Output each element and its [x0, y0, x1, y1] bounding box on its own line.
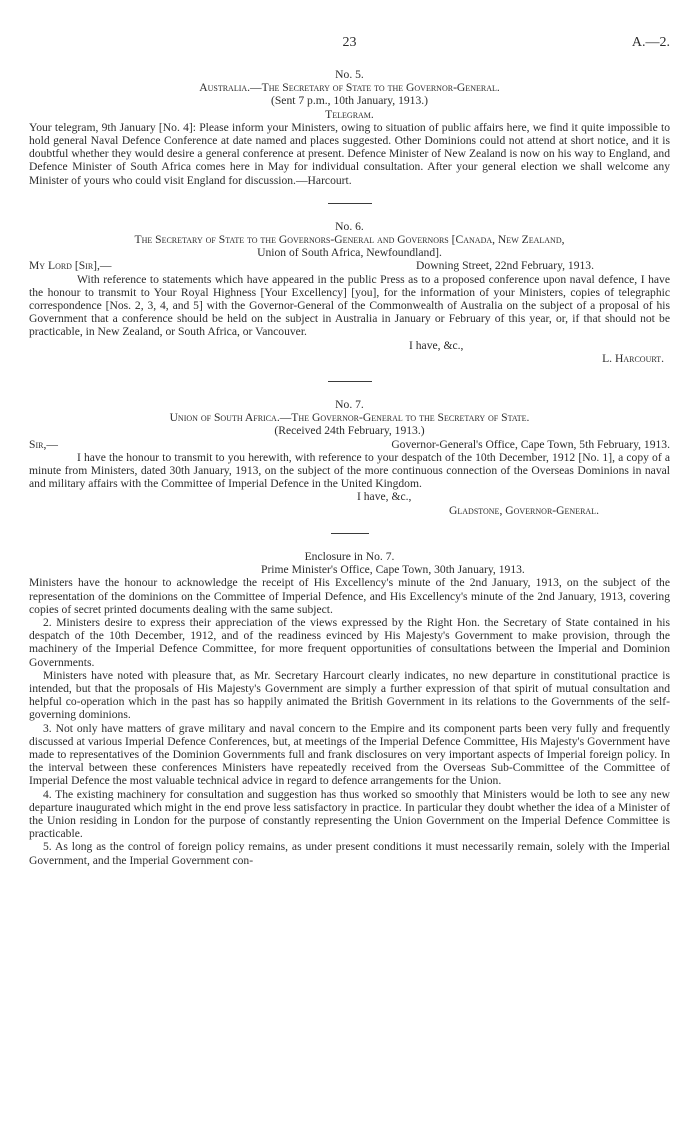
- enclosure-paragraph-4: 3. Not only have matters of grave military and naval concern to the Empire and its component parts been very fully and frequently discussed at various Imperial Defence Conferences, but, at meetings of the Imperial Defence Committee, His Majesty's Government have made to representatives of the Dominion Governments full and frank disclosures on very important aspects of Imperial foreign policy. In the interval between these conferences Ministers have repeatedly received from the Overseas Sub-Committee of the Committee of Imperial Defence the most valuable technical advice in regard to defence arrangements for the Union.: [29, 721, 670, 788]
- doc7-salutation-row: [29, 438, 670, 451]
- separator: [331, 533, 369, 534]
- enclosure-paragraph-1: Ministers have the honour to acknowledge the receipt of His Excellency's minute of the 2nd January, 1913, on the subject of the representation of the dominions on the Committee of Imperial Defence, and His Excellency's minute of the 2nd January, 1913, covering copies of secret printed documents dealing with the same subject.: [29, 576, 670, 616]
- doc7-closing: I have, &c.,: [357, 490, 412, 504]
- enclosure-paragraph-3: Ministers have noted with pleasure that, as Mr. Secretary Harcourt clearly indicates, no new departure in constitutional practice is intended, but that the proposals of His Majesty's Government are simply a further expression of that spirit of mutual consultation and helpful co-operation which in the past has so happily animated the British Government in its relations to the Governments of the self-governing dominions.: [29, 668, 670, 722]
- doc5-type: Telegram.: [325, 107, 374, 121]
- doc6-closing: I have, &c.,: [409, 338, 464, 352]
- doc6-salutation: My Lord [Sir],—: [29, 259, 112, 273]
- doc6-signature: L. Harcourt.: [602, 351, 664, 365]
- doc5-sent: (Sent 7 p.m., 10th January, 1913.): [270, 94, 429, 108]
- page-number: 23: [342, 35, 357, 50]
- doc6-salutation-row: [29, 259, 670, 272]
- doc6-body: With reference to statements which have appeared in the public Press as to a proposed conference upon naval defence, I have the honour to transmit to Your Royal Highness [Your Excellency] [you], for the information of your Ministers, copies of telegraphic correspondence [Nos. 2, 3, 4, and 5] with the Governor-General of the Commonwealth of Australia on the subject of a proposal of his Government that a conference should be held on the subject in Australia in January or February of this year, or, if that should not be practicable, in New Zealand, or South Africa, or Vancouver.: [29, 272, 670, 339]
- doc7-body: I have the honour to transmit to you herewith, with reference to your despatch of the 10th December, 1912 [No. 1], a copy of a minute from Ministers, dated 30th January, 1913, on the subject of the more continuous connection of the Overseas Dominions in naval and military affairs with the Committee of Imperial Defence in the United Kingdom.: [29, 450, 670, 491]
- series-label: A.—2.: [631, 35, 670, 50]
- page-header: [29, 36, 670, 56]
- enclosure-paragraph-6: 5. As long as the control of foreign policy remains, as under present conditions it must necessarily remain, solely with the Imperial Government, and the Imperial Government con-: [29, 840, 670, 867]
- doc6-number: No. 6.: [335, 219, 364, 233]
- doc5-title: Australia.—The Secretary of State to the Governor-General.: [199, 81, 500, 95]
- doc7-number: No. 7.: [335, 398, 364, 412]
- doc7-salutation: Sir,—: [29, 437, 58, 451]
- enclosure-place-date: Prime Minister's Office, Cape Town, 30th January, 1913.: [261, 563, 525, 577]
- enclosure-paragraph-5: 4. The existing machinery for consultation and suggestion has thus worked so smoothly that Ministers would be loth to see any new departure inaugurated which might in the end prove less satisfactory in practice. In particular they doubt whether the idea of a Minister of the Union residing in London for the purpose of constantly representing the Union Government on the Imperial Defence Committee is practicable.: [29, 787, 670, 841]
- doc6-place-date: Downing Street, 22nd February, 1913.: [416, 259, 594, 273]
- doc7-signature: Gladstone, Governor-General.: [449, 503, 599, 517]
- separator: [328, 203, 372, 204]
- enclosure-paragraph-2: 2. Ministers desire to express their appreciation of the views expressed by the Right Hon. the Secretary of State contained in his despatch of the 10th December, 1912, and of the readiness evinced by His Majesty's Government to make provision, through the machinery of the Imperial Defence Committee, for more frequent opportunities of consultations between the Imperial and Dominion Governments.: [29, 615, 670, 669]
- separator: [328, 381, 372, 382]
- doc6-title-line1: The Secretary of State to the Governors-General and Governors [Canada, New Zealand,: [134, 233, 565, 247]
- doc7-received: (Received 24th February, 1913.): [274, 424, 425, 438]
- doc7-place-date: Governor-General's Office, Cape Town, 5th February, 1913.: [391, 437, 670, 451]
- doc5-body: Your telegram, 9th January [No. 4]: Please inform your Ministers, owing to situation of public affairs here, we find it quite impossible to hold general Naval Defence Conference at date named and places suggested. Other Dominions could not attend at short notice, and it is doubtful whether they would desire a general conference at present. Defence Minister of New Zealand is now on his way to England, and Defence Minister of South Africa comes here in May for individual consultation. After your general election we shall welcome any Minister of yours who could visit England for discussion.—Harcourt.: [29, 120, 670, 187]
- doc6-title-line2: Union of South Africa, Newfoundland].: [257, 246, 442, 260]
- doc7-title: Union of South Africa.—The Governor-General to the Secretary of State.: [169, 411, 530, 425]
- enclosure-title: Enclosure in No. 7.: [304, 549, 395, 563]
- doc5-number: No. 5.: [335, 68, 364, 81]
